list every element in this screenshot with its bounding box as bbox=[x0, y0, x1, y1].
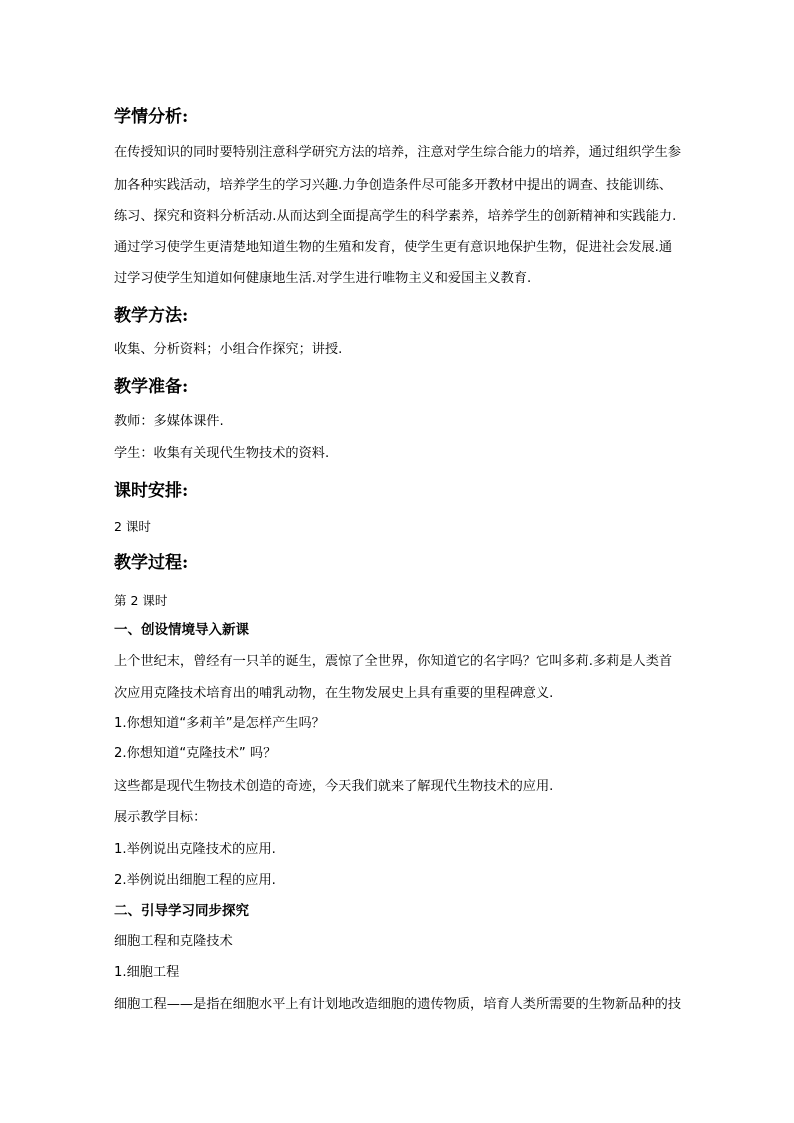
analysis-line: 在传授知识的同时要特别注意科学研究方法的培养，注意对学生综合能力的培养，通过组织学生参 bbox=[114, 145, 682, 160]
heading-process: 教学过程: bbox=[114, 553, 189, 573]
heading-method: 教学方法: bbox=[114, 306, 189, 326]
method-line: 收集、分析资料；小组合作探究；讲授. bbox=[114, 342, 343, 357]
period-label: 第 2 课时 bbox=[114, 593, 168, 608]
intro-line: 1.举例说出克隆技术的应用. bbox=[114, 842, 276, 857]
analysis-line: 练习、探究和资料分析活动.从而达到全面提高学生的科学素养，培养学生的创新精神和实践能力. bbox=[114, 209, 677, 224]
schedule-line: 2 课时 bbox=[114, 519, 151, 534]
intro-line: 次应用克隆技术培育出的哺乳动物，在生物发展史上具有重要的里程碑意义. bbox=[114, 686, 554, 701]
section-title-intro: 一、创设情境导入新课 bbox=[114, 622, 249, 638]
explore-line: 1.细胞工程 bbox=[114, 965, 180, 980]
intro-line: 2.举例说出细胞工程的应用. bbox=[114, 873, 276, 888]
intro-line: 1.你想知道“多莉羊”是怎样产生吗？ bbox=[114, 716, 325, 731]
heading-preparation: 教学准备: bbox=[114, 377, 189, 397]
heading-schedule: 课时安排: bbox=[114, 481, 189, 501]
analysis-line: 过学习使学生知道如何健康地生活.对学生进行唯物主义和爱国主义教育. bbox=[114, 271, 532, 286]
explore-line: 细胞工程和克隆技术 bbox=[114, 934, 233, 949]
analysis-line: 加各种实践活动，培养学生的学习兴趣.力争创造条件尽可能多开教材中提出的调查、技能训练、 bbox=[114, 178, 673, 193]
intro-line: 展示教学目标： bbox=[114, 810, 207, 825]
preparation-line: 教师：多媒体课件. bbox=[114, 414, 224, 429]
preparation-line: 学生：收集有关现代生物技术的资料. bbox=[114, 446, 330, 461]
section-title-explore: 二、引导学习同步探究 bbox=[114, 903, 249, 919]
explore-line: 细胞工程——是指在细胞水平上有计划地改造细胞的遗传物质，培育人类所需要的生物新品种的技 bbox=[114, 997, 682, 1012]
intro-line: 2.你想知道“克隆技术” 吗？ bbox=[114, 746, 277, 761]
heading-analysis: 学情分析: bbox=[114, 107, 189, 127]
intro-line: 这些都是现代生物技术创造的奇迹，今天我们就来了解现代生物技术的应用. bbox=[114, 779, 554, 794]
intro-line: 上个世纪末，曾经有一只羊的诞生，震惊了全世界，你知道它的名字吗？它叫多莉.多莉是人类首 bbox=[114, 654, 673, 669]
analysis-line: 通过学习使学生更清楚地知道生物的生殖和发育，使学生更有意识地保护生物，促进社会发展.通 bbox=[114, 240, 673, 255]
